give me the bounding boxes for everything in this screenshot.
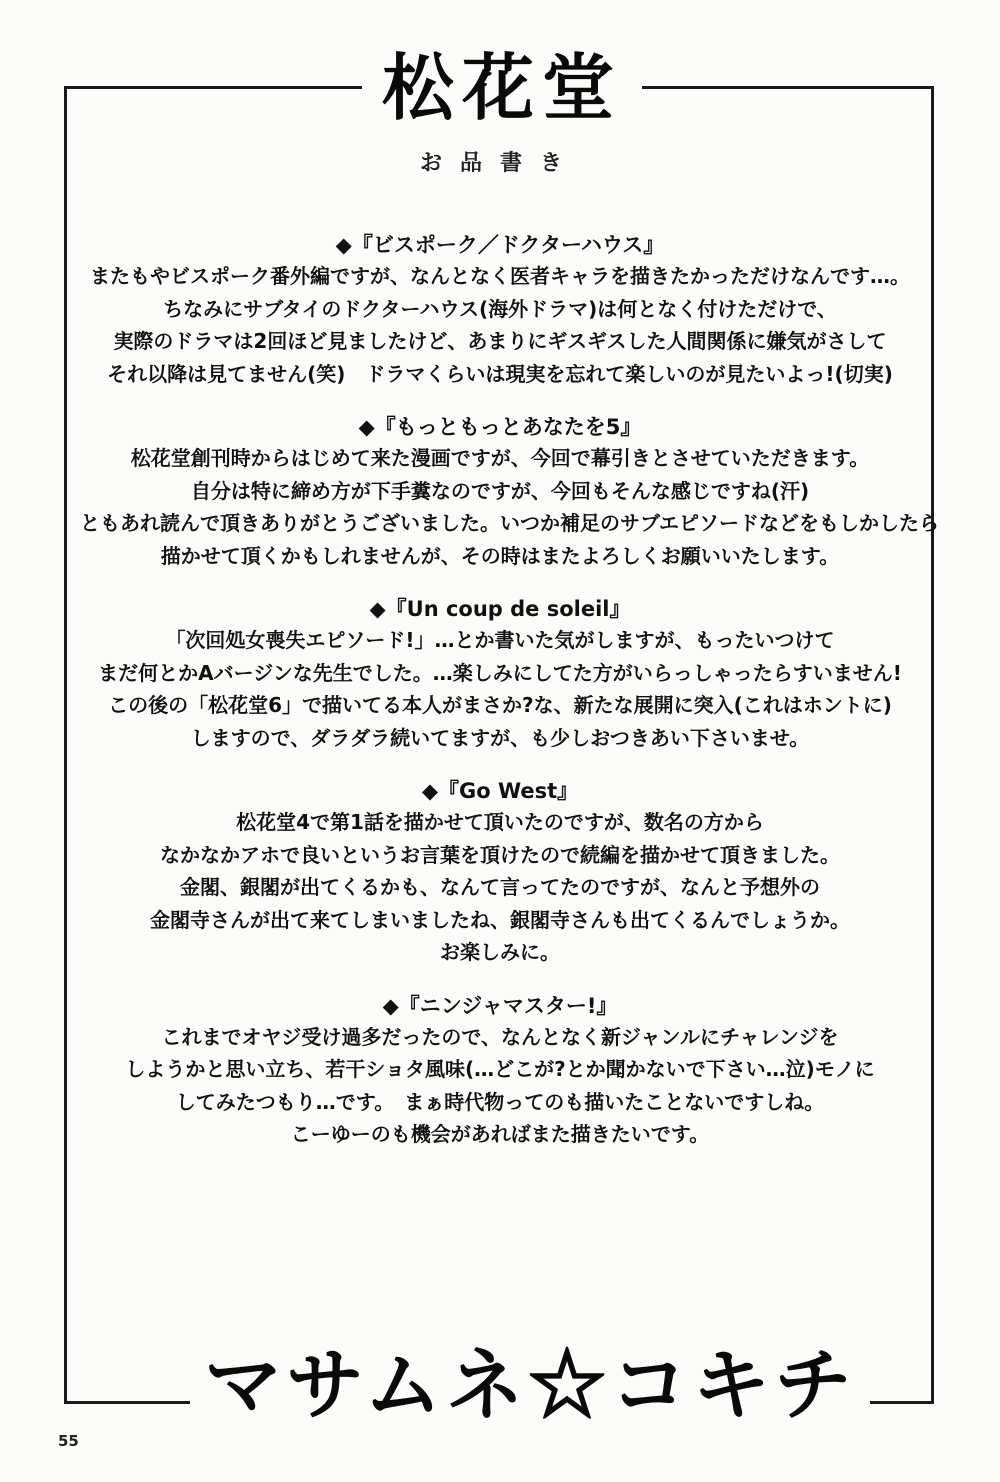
- title-box: [362, 46, 642, 130]
- section-line: この後の「松花堂6」で描いてる本人がまさか?な、新たな展開に突入(これはホントに): [108, 693, 892, 717]
- section-line: しますので、ダラダラ続いてますが、も少しおつきあい下さいませ。: [190, 725, 810, 750]
- section-line: してみたつもり…です。 まぁ時代物ってのも描いたことないですしね。: [175, 1089, 825, 1114]
- section-line: またもやビスポーク番外編ですが、なんとなく医者キャラを描きたかっただけなんです…。: [90, 264, 910, 288]
- section-line: これまでオヤジ受け過多だったので、なんとなく新ジャンルにチャレンジを: [161, 1024, 839, 1049]
- page-subtitle: お品書き: [419, 151, 580, 176]
- section-ninja-master: [80, 991, 920, 1151]
- page-number: 55: [58, 1432, 79, 1450]
- section-title: ◆『ビスポーク／ドクターハウス』: [335, 233, 665, 257]
- section-line: 松花堂創刊時からはじめて来た漫画ですが、今回で幕引きとさせていただきます。: [130, 446, 870, 470]
- section-line: 「次回処女喪失エピソード!」…とか書いた気がしますが、もったいつけて: [165, 628, 835, 652]
- section-line: しようかと思い立ち、若干ショタ風味(…どこが?とか聞かないで下さい…泣)モノに: [125, 1057, 875, 1081]
- section-line: 松花堂4で第1話を描かせて頂いたのですが、数名の方から: [236, 810, 764, 834]
- page-title: 松花堂: [381, 45, 622, 130]
- section-line: まだ何とかAバージンな先生でした。…楽しみにしてた方がいらっしゃったらすいません!: [98, 660, 902, 685]
- author-box: [190, 1334, 870, 1438]
- section-title: ◆『もっともっとあなたを5』: [358, 415, 642, 439]
- section-bespoke: [80, 230, 920, 390]
- section-line: なかなかアホで良いというお言葉を頂けたので続編を描かせて頂きました。: [160, 842, 840, 867]
- author-signature: マサムネ☆コキチ: [203, 1340, 857, 1431]
- section-line: それ以降は見てません(笑) ドラマくらいは現実を忘れて楽しいのが見たいよっ!(切実): [107, 361, 893, 386]
- section-motto-motto: [80, 412, 939, 572]
- notes-content: [80, 230, 939, 1173]
- section-line: ともあれ読んで頂きありがとうございました。いつか補足のサブエピソードなどをもしかしたら: [80, 511, 939, 535]
- section-go-west: [80, 776, 920, 969]
- section-line: お楽しみに。: [440, 940, 560, 964]
- section-line: 自分は特に締め方が下手糞なのですが、今回もそんな感じですね(汗): [190, 478, 810, 503]
- section-line: 金閣、銀閣が出てくるかも、なんて言ってたのですが、なんと予想外の: [180, 875, 820, 899]
- section-line: 金閣寺さんが出て来てしまいましたね、銀閣寺さんも出てくるんでしょうか。: [150, 907, 850, 932]
- section-line: 実際のドラマは2回ほど見ましたけど、あまりにギスギスした人間関係に嫌気がさして: [113, 329, 887, 353]
- section-un-coup-de-soleil: [80, 594, 920, 754]
- section-title: ◆『ニンジャマスター!』: [382, 993, 618, 1018]
- section-title: ◆『Go West』: [421, 779, 579, 803]
- section-line: ちなみにサブタイのドクターハウス(海外ドラマ)は何となく付けただけで、: [163, 296, 837, 321]
- section-line: 描かせて頂くかもしれませんが、その時はまたよろしくお願いいたします。: [160, 543, 840, 568]
- section-line: こーゆーのも機会があればまた描きたいです。: [290, 1122, 710, 1146]
- section-title: ◆『Un coup de soleil』: [369, 597, 631, 621]
